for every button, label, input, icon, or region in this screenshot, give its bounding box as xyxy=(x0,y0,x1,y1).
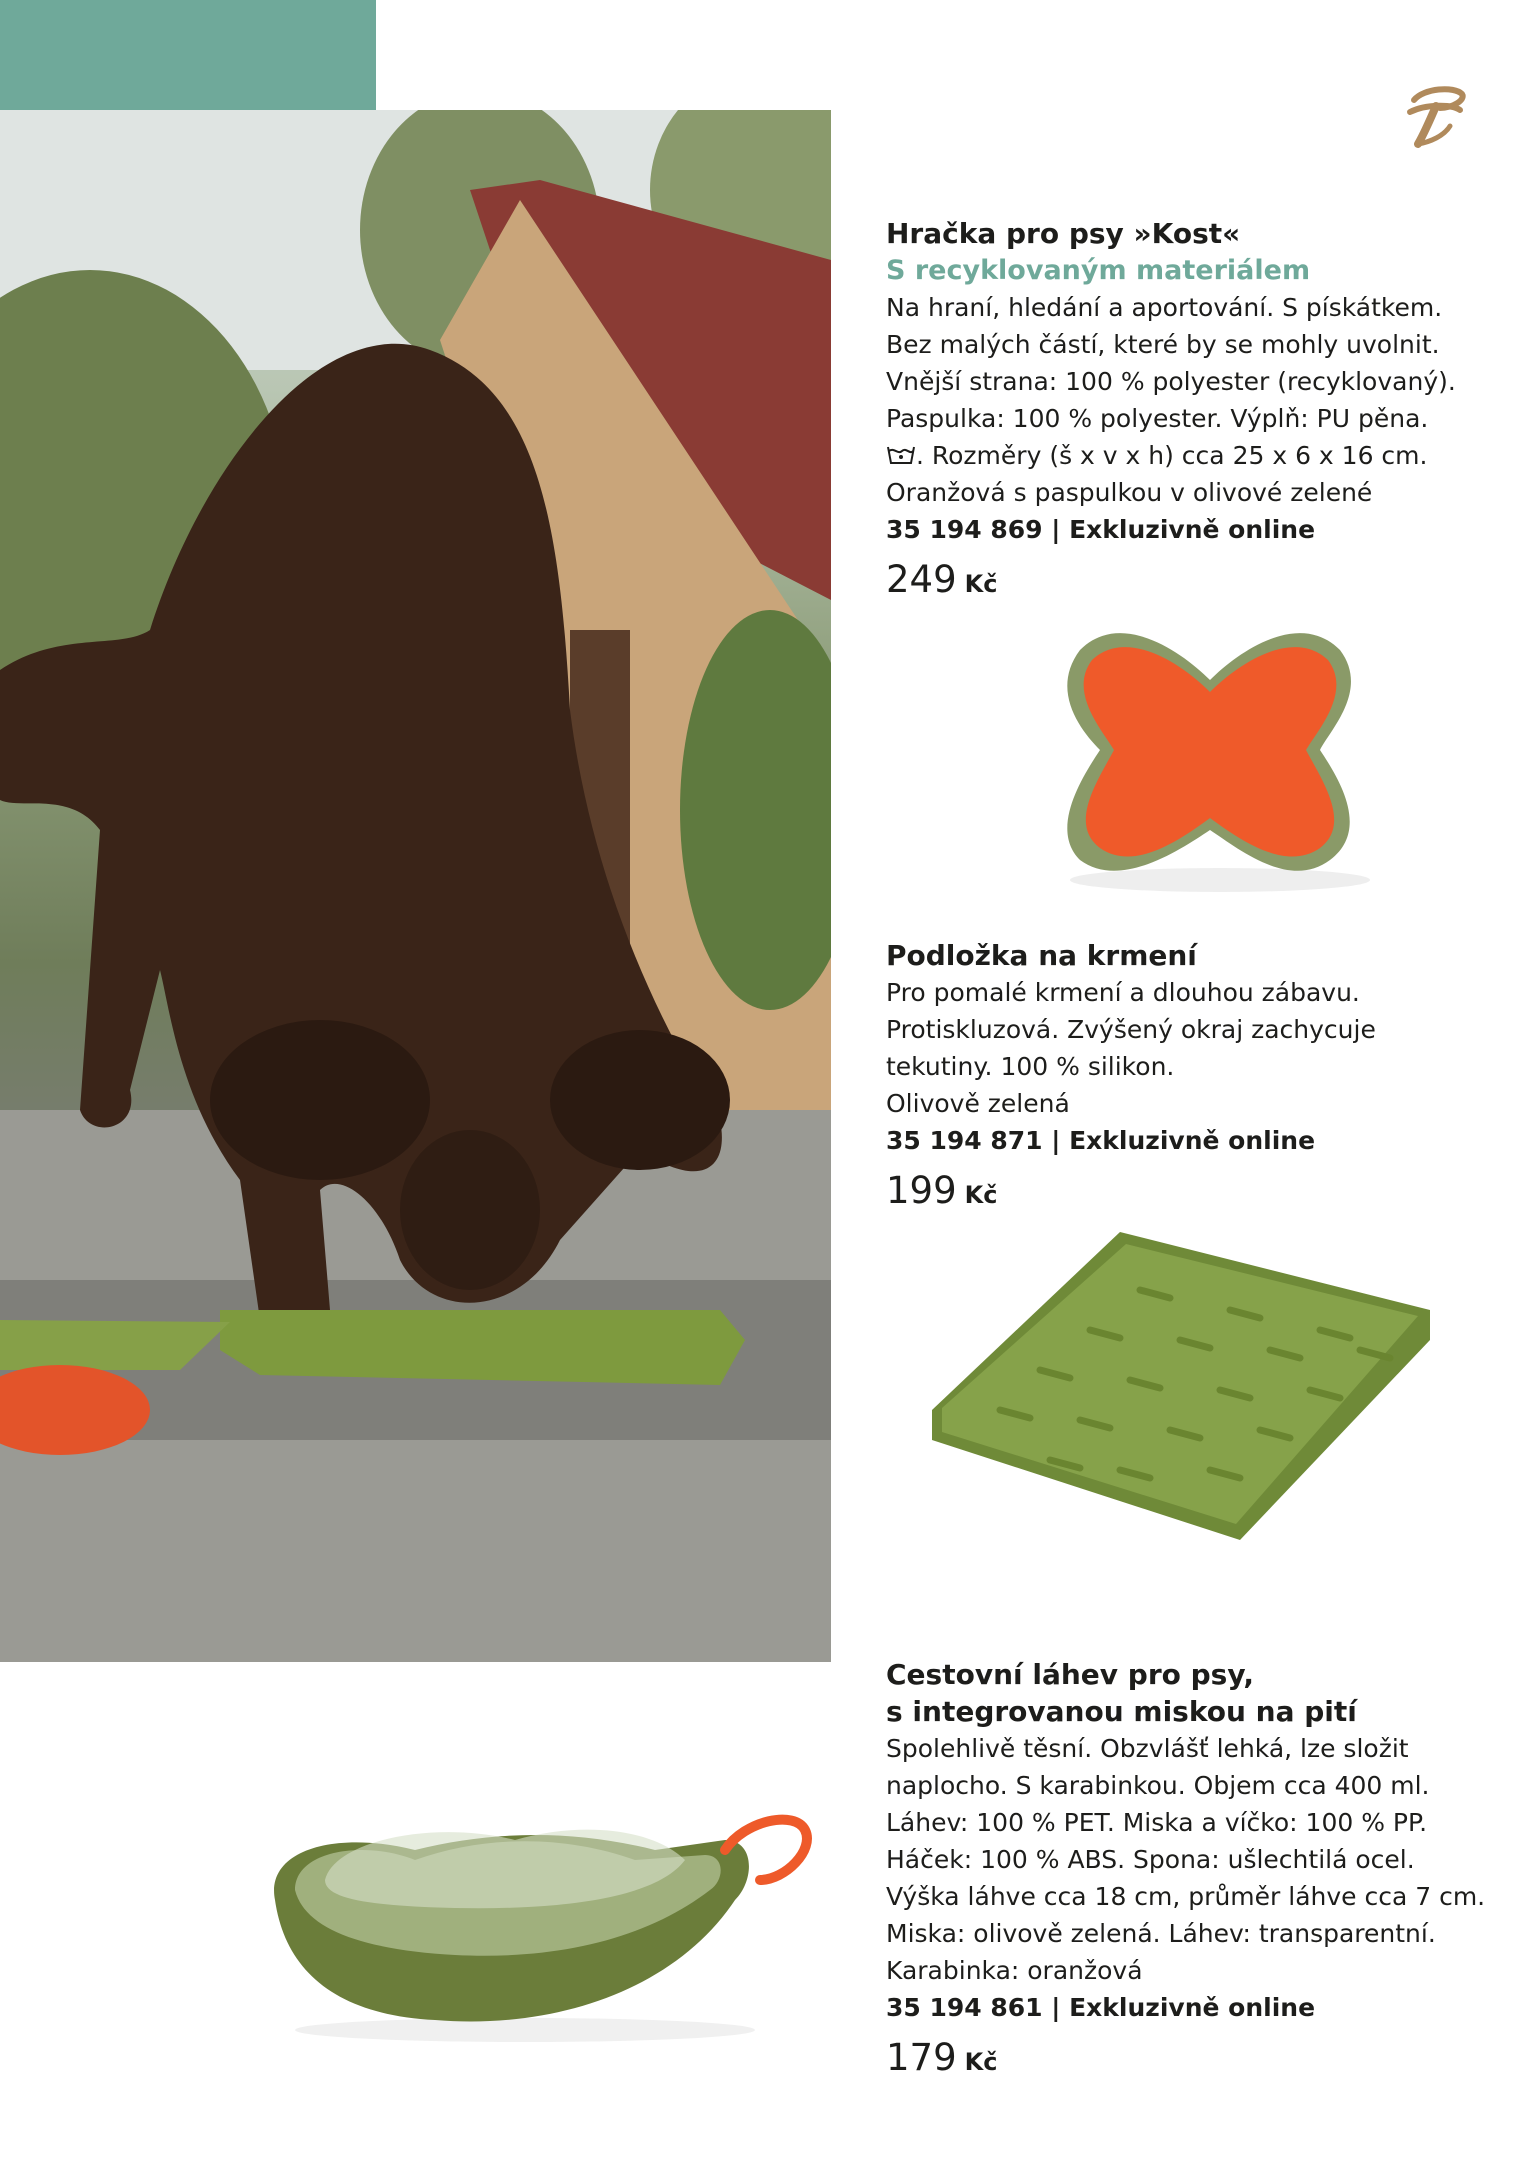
travel-bottle-image xyxy=(255,1790,815,2050)
product-sku: 35 194 869 | Exkluzivně online xyxy=(886,515,1316,544)
product-price xyxy=(886,2036,1496,2087)
product-subtitle: S recyklovaným materiálem xyxy=(886,255,1311,286)
price-value: 199 xyxy=(886,1169,957,1212)
product-title-line: Cestovní láhev pro psy, xyxy=(886,1658,1255,1691)
product-price xyxy=(886,1169,1496,1220)
product-desc-line: Paspulka: 100 % polyester. Výplň: PU pěna. xyxy=(886,404,1429,433)
bone-toy-image xyxy=(1040,610,1380,900)
product-desc-line: Bez malých částí, které by se mohly uvolnit. xyxy=(886,330,1440,359)
product-price xyxy=(886,558,1496,609)
product-desc-line: Láhev: 100 % PET. Miska a víčko: 100 % PP. xyxy=(886,1808,1428,1837)
product-desc-line: naplocho. S karabinkou. Objem cca 400 ml. xyxy=(886,1771,1430,1800)
price-currency: Kč xyxy=(964,570,998,598)
product-desc-line: Olivově zelená xyxy=(886,1089,1070,1118)
product-sku: 35 194 861 | Exkluzivně online xyxy=(886,1993,1316,2022)
product-desc-line: Háček: 100 % ABS. Spona: ušlechtilá ocel. xyxy=(886,1845,1415,1874)
product-title: Hračka pro psy »Kost« xyxy=(886,217,1241,250)
price-currency: Kč xyxy=(964,2048,998,2076)
product-sku: 35 194 871 | Exkluzivně online xyxy=(886,1126,1316,1155)
product-desc-line: Výška láhve cca 18 cm, průměr láhve cca 7 cm. xyxy=(886,1882,1486,1911)
product-dog-toy-bone xyxy=(886,215,1496,609)
product-desc-line-with-icon xyxy=(886,437,1496,474)
price-value: 249 xyxy=(886,558,957,601)
product-desc-line: Na hraní, hledání a aportování. S pískátkem. xyxy=(886,293,1443,322)
dog-lifestyle-photo xyxy=(0,110,831,1662)
product-feeding-mat xyxy=(886,937,1496,1220)
product-title-line: s integrovanou miskou na pití xyxy=(886,1695,1357,1728)
product-title: Podložka na krmení xyxy=(886,939,1197,972)
price-currency: Kč xyxy=(964,1181,998,1209)
product-desc-line: Karabinka: oranžová xyxy=(886,1956,1143,1985)
wash-symbol-icon xyxy=(886,443,916,467)
feeding-mat-image xyxy=(920,1220,1450,1560)
product-travel-bottle xyxy=(886,1656,1496,2087)
price-value: 179 xyxy=(886,2036,957,2079)
product-desc-line: Vnější strana: 100 % polyester (recyklovaný). xyxy=(886,367,1456,396)
product-desc-text: . Rozměry (š x v x h) cca 25 x 6 x 16 cm. xyxy=(916,441,1428,470)
product-desc-line: Protiskluzová. Zvýšený okraj zachycuje xyxy=(886,1015,1376,1044)
brand-logo-icon xyxy=(1400,78,1472,150)
product-desc-line: tekutiny. 100 % silikon. xyxy=(886,1052,1175,1081)
product-desc-line: Pro pomalé krmení a dlouhou zábavu. xyxy=(886,978,1360,1007)
product-desc-line: Miska: olivově zelená. Láhev: transparentní. xyxy=(886,1919,1436,1948)
header-accent-bar xyxy=(0,0,376,110)
product-desc-line: Spolehlivě těsní. Obzvlášť lehká, lze složit xyxy=(886,1734,1409,1763)
product-desc-line: Oranžová s paspulkou v olivové zelené xyxy=(886,478,1373,507)
